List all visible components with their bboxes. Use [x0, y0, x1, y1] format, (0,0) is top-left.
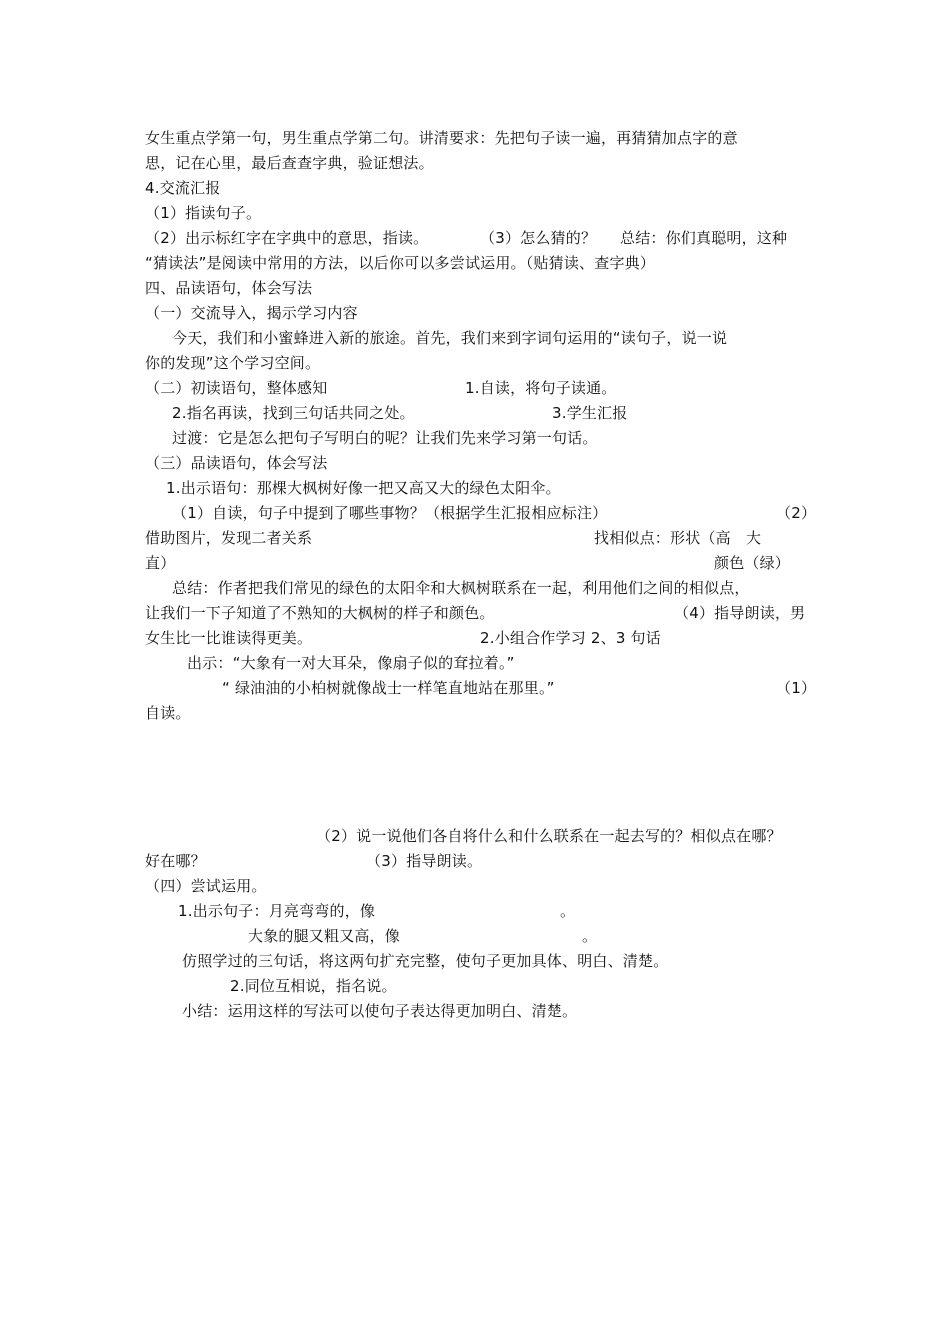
text-line: 女生重点学第一句，男生重点学第二句。讲清要求：先把句子读一遍，再猜猜加点字的意: [145, 129, 738, 147]
text-line: （2）出示标红字在字典中的意思，指读。: [145, 229, 429, 247]
text-line: “猜读法”是阅读中常用的方法，以后你可以多尝试运用。（贴猜读、查字典）: [145, 254, 656, 272]
text-line: （1）自读，句子中提到了哪些事物？（根据学生汇报相应标注）: [172, 504, 608, 522]
text-line: 仿照学过的三句话，将这两句扩充完整，使句子更加具体、明白、清楚。: [182, 952, 669, 970]
text-line: 找相似点：形状（高 大: [594, 529, 762, 547]
text-line: 颜色（绿）: [714, 554, 791, 572]
text-line: 好在哪？: [145, 852, 206, 870]
text-line: （1）指读句子。: [145, 204, 262, 222]
text-line: （一）交流导入，揭示学习内容: [145, 304, 358, 322]
text-line: 1.出示句子：月亮弯弯的，像: [178, 902, 376, 920]
section-heading: 四、品读语句，体会写法: [145, 279, 313, 297]
text-line: 。: [582, 927, 598, 945]
text-line: “ 绿油油的小柏树就像战士一样笔直地站在那里。”: [222, 679, 555, 697]
text-line: 直）: [145, 554, 176, 572]
text-line: （2）: [776, 504, 817, 522]
text-line: 总结：作者把我们常见的绿色的太阳伞和大枫树联系在一起，利用他们之间的相似点，: [172, 579, 750, 597]
text-line: 思，记在心里，最后查查字典，验证想法。: [145, 154, 434, 172]
text-line: 小结：运用这样的写法可以使句子表达得更加明白、清楚。: [182, 1002, 578, 1020]
text-line: 自读。: [145, 704, 191, 722]
text-line: （3）怎么猜的？: [480, 229, 597, 247]
text-line: 让我们一下子知道了不熟知的大枫树的样子和颜色。: [145, 604, 495, 622]
text-line: 今天，我们和小蜜蜂进入新的旅途。首先，我们来到字词句运用的“读句子，说一说: [172, 329, 728, 347]
text-line: （2）说一说他们各自将什么和什么联系在一起去写的？相似点在哪？: [316, 827, 782, 845]
text-line: （二）初读语句，整体感知: [145, 379, 328, 397]
text-line: 总结：你们真聪明，这种: [620, 229, 788, 247]
text-line: 4.交流汇报: [145, 179, 221, 197]
text-line: 你的发现”这个学习空间。: [145, 354, 321, 372]
text-line: 借助图片，发现二者关系: [145, 529, 313, 547]
text-line: （4）指导朗读，男: [674, 604, 806, 622]
text-line: 3.学生汇报: [552, 404, 628, 422]
text-line: 大象的腿又粗又高，像: [248, 927, 401, 945]
text-line: 1.自读，将句子读通。: [465, 379, 617, 397]
text-line: 女生比一比谁读得更美。: [145, 629, 313, 647]
text-line: 。: [560, 902, 576, 920]
text-line: 2.指名再读，找到三句话共同之处。: [172, 404, 415, 422]
text-line: 出示：“大象有一对大耳朵，像扇子似的耷拉着。”: [187, 654, 515, 672]
text-line: （四）尝试运用。: [145, 877, 267, 895]
text-line: 2.小组合作学习 2、3 句话: [480, 629, 661, 647]
text-line: 2.同位互相说，指名说。: [230, 977, 397, 995]
text-line: 1.出示语句：那棵大枫树好像一把又高又大的绿色太阳伞。: [166, 479, 561, 497]
text-line: （三）品读语句，体会写法: [145, 454, 328, 472]
text-line: （3）指导朗读。: [366, 852, 483, 870]
text-line: 过渡：它是怎么把句子写明白的呢？让我们先来学习第一句话。: [172, 429, 598, 447]
text-line: （1）: [776, 679, 817, 697]
